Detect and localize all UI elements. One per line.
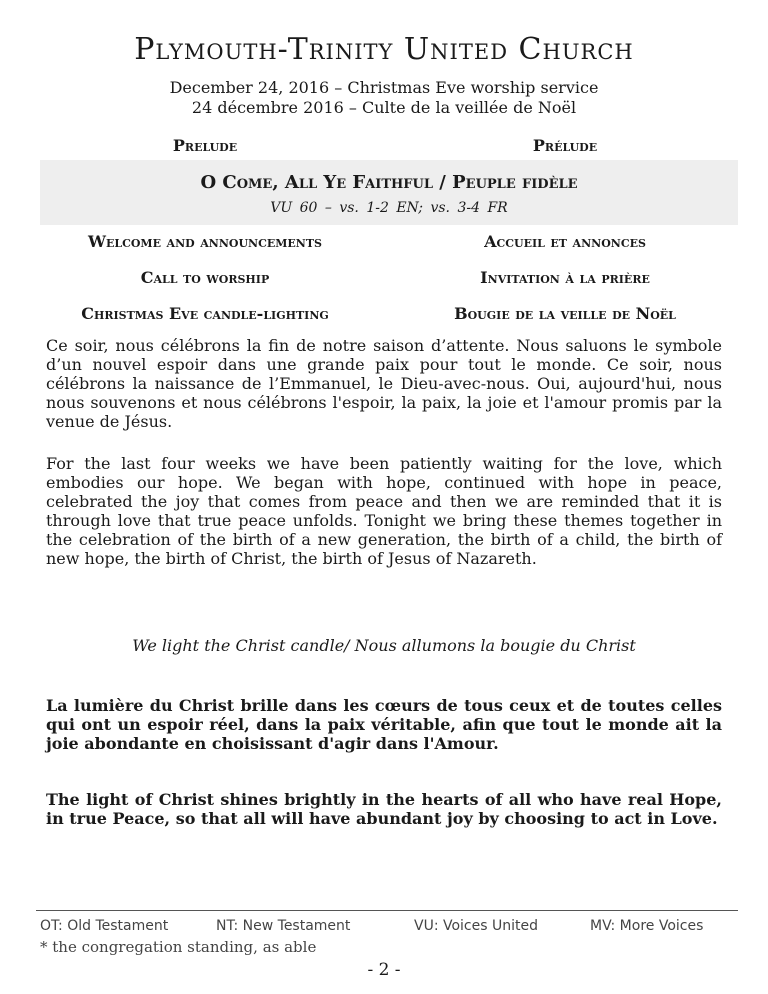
page-number: - 2 -: [367, 960, 401, 980]
standing-note: * the congregation standing, as able: [40, 938, 317, 956]
prelude-row: [0, 136, 768, 160]
section-fr: Invitation à la prière: [480, 268, 650, 287]
church-name: Plymouth-Trinity United Church: [134, 32, 634, 67]
abbr-nt: NT: New Testament: [216, 918, 351, 934]
section-row: [0, 232, 768, 256]
section-fr: Bougie de la veille de Noël: [454, 304, 676, 323]
footer-divider: [36, 910, 738, 911]
service-date-en: December 24, 2016 – Christmas Eve worship service: [169, 78, 599, 97]
paragraph-en: For the last four weeks we have been patiently waiting for the love, which embodies our hope. We began with hope, continued with hope in peace, celebrated the joy that comes from peace and then we are reminded that it is through love that true peace unfolds. Tonight we bring these themes together in the celebration of the birth of a new generation, the birth of a child, the birth of new hope, the birth of Christ, the birth of Jesus of Nazareth.: [46, 454, 722, 568]
hymn-box: [40, 160, 738, 225]
prelude-fr: Prélude: [532, 136, 598, 155]
abbr-vu: VU: Voices United: [414, 918, 538, 934]
section-row: [0, 268, 768, 292]
abbr-mv: MV: More Voices: [590, 918, 704, 934]
prelude-en: Prelude: [172, 136, 238, 155]
section-row: [0, 304, 768, 328]
candle-lighting-line: We light the Christ candle/ Nous allumons la bougie du Christ: [132, 636, 636, 655]
hymn-reference: VU 60 – vs. 1-2 EN; vs. 3-4 FR: [270, 200, 508, 216]
section-en: Christmas Eve candle-lighting: [81, 304, 329, 323]
response-en: The light of Christ shines brightly in the hearts of all who have real Hope, in true Peace, so that all will have abundant joy by choosing to act in Love.: [46, 790, 722, 828]
section-en: Welcome and announcements: [87, 232, 322, 251]
section-en: Call to worship: [140, 268, 270, 287]
response-fr: La lumière du Christ brille dans les cœurs de tous ceux et de toutes celles qui ont un espoir réel, dans la paix véritable, afin que tout le monde ait la joie abondante en choisissant d'agir dans l'Amour.: [46, 696, 722, 753]
section-fr: Accueil et annonces: [484, 232, 646, 251]
hymn-title: O Come, All Ye Faithful / Peuple fidèle: [200, 172, 578, 193]
abbr-ot: OT: Old Testament: [40, 918, 169, 934]
service-date-fr: 24 décembre 2016 – Culte de la veillée de Noël: [191, 98, 577, 117]
paragraph-fr: Ce soir, nous célébrons la fin de notre saison d’attente. Nous saluons le symbole d’un nouvel espoir dans une grande paix pour tout le monde. Ce soir, nous célébrons la naissance de l’Emmanuel, le Dieu-avec-nous. Oui, aujourd'hui, nous nous souvenons et nous célébrons l'espoir, la paix, la joie et l'amour promis par la venue de Jésus.: [46, 336, 722, 431]
